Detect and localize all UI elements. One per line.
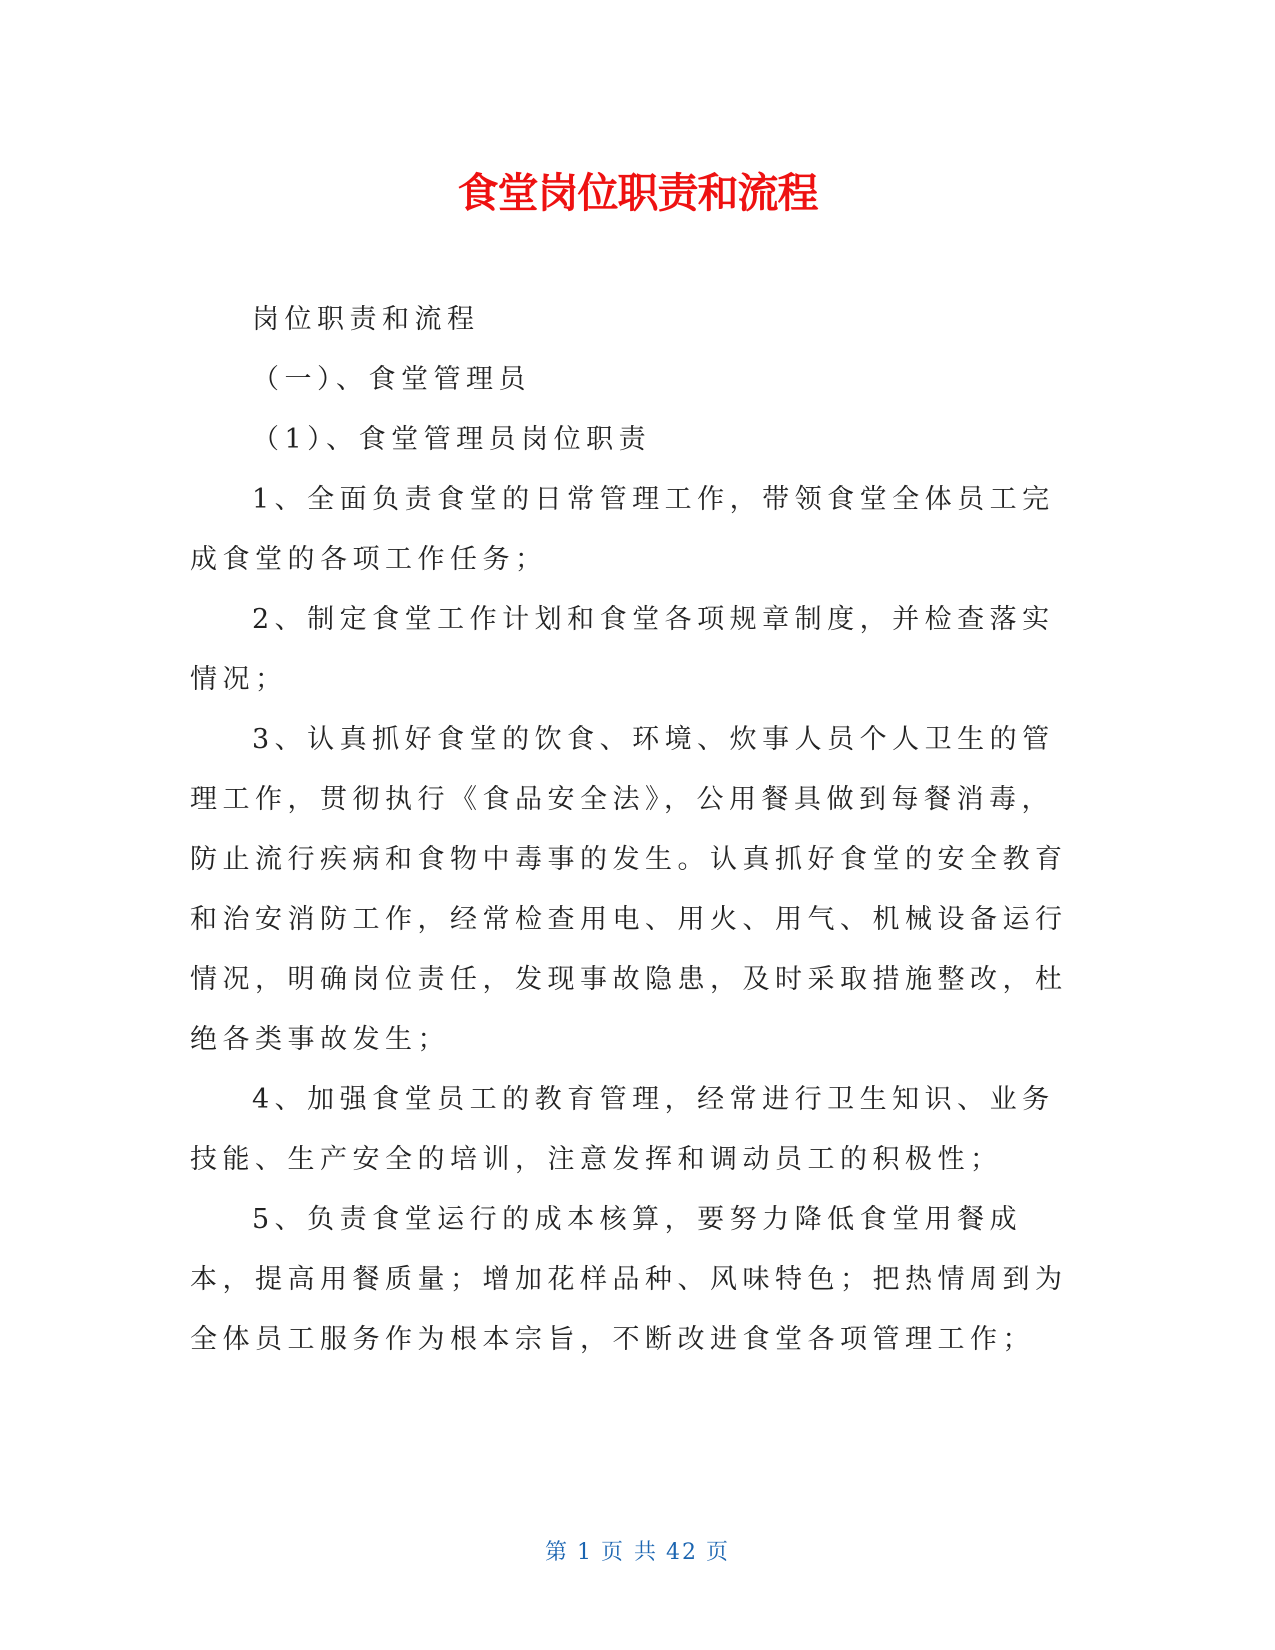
page-footer: [0, 1535, 1275, 1566]
footer-prefix: 第: [544, 1540, 569, 1565]
duty-item-4: 4、加强食堂员工的教育管理，经常进行卫生知识、业务技能、生产安全的培训，注意发挥和调动员工的积极性；: [190, 1084, 1055, 1175]
footer-page-number: 1: [577, 1540, 593, 1565]
duty-item-2: 2、制定食堂工作计划和食堂各项规章制度，并检查落实情况；: [190, 604, 1055, 695]
footer-total-pages: 42: [666, 1540, 698, 1565]
subsection-heading: （一）、食堂管理员: [252, 364, 531, 395]
duty-item-1: 1、全面负责食堂的日常管理工作，带领食堂全体员工完成食堂的各项工作任务；: [190, 484, 1055, 575]
duty-item-5: 5、负责食堂运行的成本核算，要努力降低食堂用餐成本，提高用餐质量；增加花样品种、风味特色；把热情周到为全体员工服务作为根本宗旨，不断改进食堂各项管理工作；: [190, 1204, 1068, 1355]
section-heading: 岗位职责和流程: [252, 304, 480, 335]
footer-middle: 页 共: [601, 1540, 658, 1565]
subsubsection-heading: （1）、食堂管理员岗位职责: [252, 424, 652, 455]
document-body: [190, 290, 1080, 1370]
footer-suffix: 页: [706, 1540, 731, 1565]
document-title: 食堂岗位职责和流程: [457, 169, 818, 217]
duty-item-3: 3、认真抓好食堂的饮食、环境、炊事人员个人卫生的管理工作，贯彻执行《食品安全法》，公用餐具做到每餐消毒，防止流行疾病和食物中毒事的发生。认真抓好食堂的安全教育和治安消防工作，经常检查用电、用火、用气、机械设备运行情况，明确岗位责任，发现事故隐患，及时采取措施整改，杜绝各类事故发生；: [190, 724, 1068, 1055]
